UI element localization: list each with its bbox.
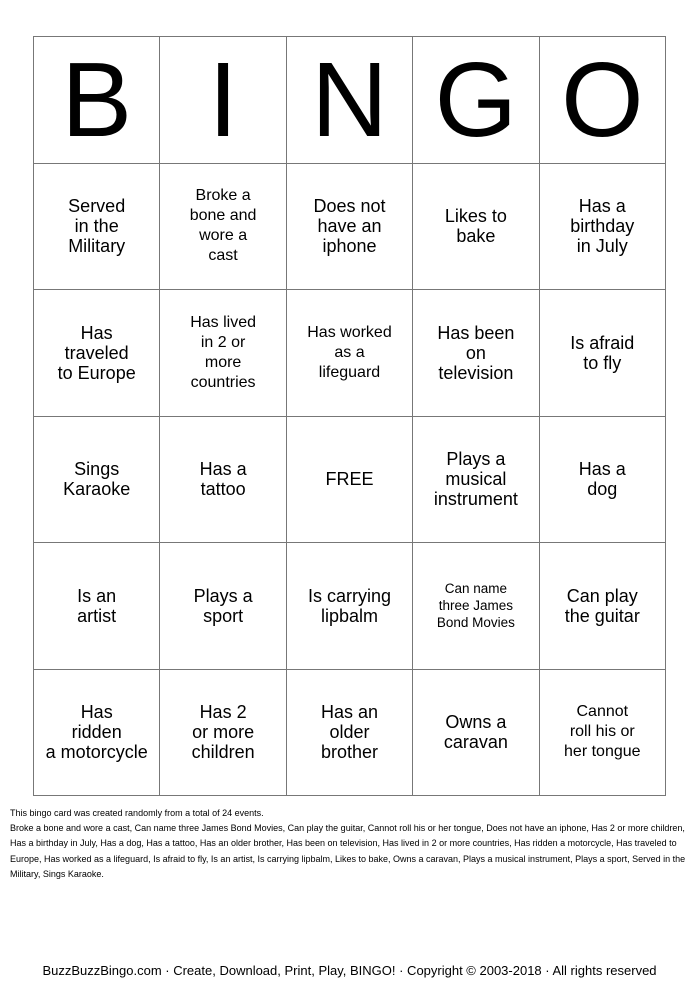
square-text: Has traveled to Europe [57,322,136,383]
bingo-square [540,543,666,670]
bingo-square [413,670,539,797]
bingo-square [287,543,413,670]
bingo-square [540,417,666,544]
bingo-square [540,164,666,291]
bingo-square [160,543,286,670]
square-text: Has an older brother [320,702,379,763]
bingo-square [160,417,286,544]
header-letter-g [413,37,539,164]
bingo-square [34,670,160,797]
square-text: Has a tattoo [199,459,247,500]
square-text: Has been on television [437,322,515,383]
square-text: Has lived in 2 or more countries [190,313,256,391]
header-letter-o [540,37,666,164]
square-text: Cannot roll his or her tongue [564,703,641,761]
bingo-square [413,417,539,544]
header-letter-n [287,37,413,164]
square-text: Has worked as a lifeguard [307,323,392,381]
square-text: Plays a musical instrument [433,449,518,510]
square-text: Does not have an iphone [313,196,386,257]
footnote-events: Broke a bone and wore a cast, Can name three James Bond Movies, Can play the guitar, Cannot roll his or her tongue, Does not have an iphone, Has 2 or more children, Has a birthday in July, Has a dog, Has a tattoo, Has an older brother, Has been on television, Has lived in 2 or more countries, Has ridden a motorcycle, Has traveled to Europe, Has worked as a lifeguard, Is afraid to fly, Is an artist, Is carrying lipbalm, Likes to bake, Owns a caravan, Plays a musical instrument, Plays a sport, Served in the Military, Sings Karaoke. [10,823,686,879]
square-text: Sings Karaoke [63,459,131,500]
square-text: Plays a sport [193,585,253,626]
bingo-square [34,417,160,544]
bingo-square [413,164,539,291]
bingo-square [540,290,666,417]
footnote [10,806,695,882]
bingo-square [287,670,413,797]
square-text: Is carrying lipbalm [307,585,391,626]
bingo-square [34,543,160,670]
header-letter-i [160,37,286,164]
header-letter-text: B [61,40,133,159]
square-text: Served in the Military [68,196,126,257]
bingo-square [160,670,286,797]
square-text: Has a dog [578,459,626,500]
header-letter-text: G [434,40,518,159]
footer-copyright: BuzzBuzzBingo.com · Create, Download, Print, Play, BINGO! · Copyright © 2003-2018 · All rights reserved [42,963,657,978]
square-text: Can play the guitar [564,585,640,626]
bingo-square [540,670,666,797]
header-letter-text: O [561,40,644,159]
square-text: Can name three James Bond Movies [436,581,515,631]
bingo-square [34,164,160,291]
bingo-square [287,290,413,417]
bingo-square [160,290,286,417]
bingo-square [413,543,539,670]
square-text: Broke a bone and wore a cast [189,187,257,265]
header-letter-text: N [311,40,388,159]
bingo-card [33,36,666,796]
bingo-square [160,164,286,291]
square-text: Owns a caravan [443,712,508,753]
bingo-square [34,290,160,417]
square-text: Likes to bake [444,206,507,247]
bingo-square [413,290,539,417]
bingo-square [287,164,413,291]
square-text: FREE [325,469,374,490]
header-letter-b [34,37,160,164]
square-text: Has ridden a motorcycle [45,702,148,763]
square-text: Has a birthday in July [570,196,635,257]
square-text: Has 2 or more children [191,702,255,763]
free-space [287,417,413,544]
header-letter-text: I [208,40,238,159]
footnote-intro: This bingo card was created randomly from a total of 24 events. [10,808,264,818]
square-text: Is afraid to fly [570,332,635,373]
square-text: Is an artist [77,585,117,626]
